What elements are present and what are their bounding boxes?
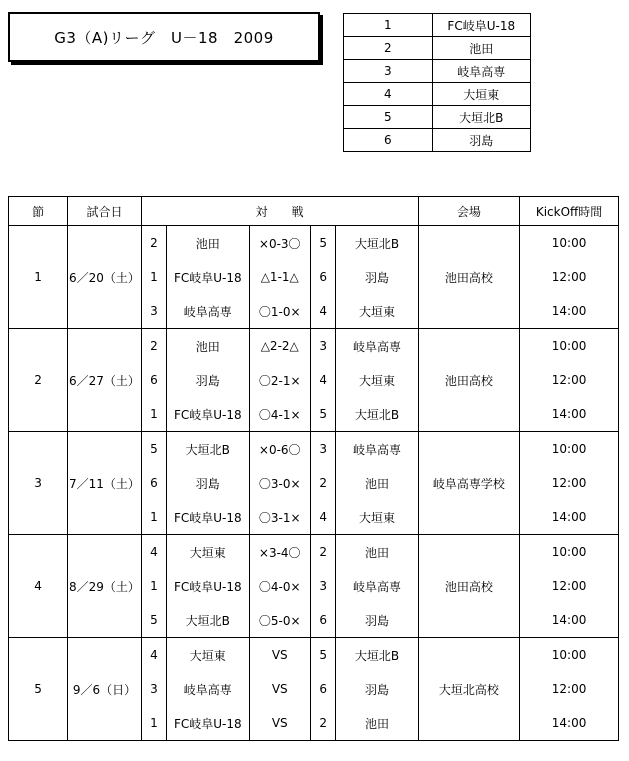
home-team-number: 3 xyxy=(141,294,166,329)
away-team-name: 池田 xyxy=(336,535,418,570)
home-team-number: 1 xyxy=(141,500,166,535)
away-team-name: 大垣東 xyxy=(336,500,418,535)
match-date: 9／6（日） xyxy=(68,638,142,741)
home-team-name: 羽島 xyxy=(167,466,249,500)
away-team-number: 4 xyxy=(310,500,335,535)
away-team-number: 5 xyxy=(310,226,335,261)
home-team-number: 1 xyxy=(141,569,166,603)
match-row xyxy=(9,226,619,261)
team-row xyxy=(344,106,531,129)
match-result: 〇1-0× xyxy=(249,294,310,329)
match-result: ×0-3〇 xyxy=(249,226,310,261)
venue-name: 岐阜高専学校 xyxy=(418,432,520,535)
away-team-name: 大垣北B xyxy=(336,226,418,261)
team-name: 羽島 xyxy=(432,129,530,152)
away-team-number: 4 xyxy=(310,294,335,329)
kickoff-time: 10:00 xyxy=(520,226,619,261)
team-row xyxy=(344,129,531,152)
kickoff-time: 14:00 xyxy=(520,397,619,432)
away-team-name: 大垣北B xyxy=(336,397,418,432)
team-name: FC岐阜U-18 xyxy=(432,14,530,37)
home-team-number: 5 xyxy=(141,432,166,467)
home-team-name: FC岐阜U-18 xyxy=(167,569,249,603)
match-result: 〇3-1× xyxy=(249,500,310,535)
venue-name: 池田高校 xyxy=(418,329,520,432)
header-section: 節 xyxy=(9,197,68,226)
home-team-name: FC岐阜U-18 xyxy=(167,706,249,741)
away-team-number: 3 xyxy=(310,569,335,603)
schedule-table xyxy=(8,196,619,741)
home-team-number: 6 xyxy=(141,466,166,500)
away-team-number: 6 xyxy=(310,260,335,294)
match-row xyxy=(9,432,619,467)
away-team-name: 羽島 xyxy=(336,260,418,294)
header-kickoff: KickOff時間 xyxy=(520,197,619,226)
match-result: △1-1△ xyxy=(249,260,310,294)
team-list xyxy=(343,13,531,152)
kickoff-time: 10:00 xyxy=(520,638,619,673)
away-team-number: 3 xyxy=(310,432,335,467)
home-team-number: 5 xyxy=(141,603,166,638)
away-team-number: 2 xyxy=(310,535,335,570)
match-result: 〇5-0× xyxy=(249,603,310,638)
home-team-name: 羽島 xyxy=(167,363,249,397)
venue-name: 大垣北高校 xyxy=(418,638,520,741)
round-number: 2 xyxy=(9,329,68,432)
kickoff-time: 12:00 xyxy=(520,466,619,500)
match-result: 〇3-0× xyxy=(249,466,310,500)
kickoff-time: 14:00 xyxy=(520,706,619,741)
away-team-name: 岐阜高専 xyxy=(336,569,418,603)
match-result: △2-2△ xyxy=(249,329,310,364)
kickoff-time: 10:00 xyxy=(520,535,619,570)
home-team-number: 1 xyxy=(141,260,166,294)
home-team-name: 大垣北B xyxy=(167,432,249,467)
round-number: 3 xyxy=(9,432,68,535)
schedule-header-row xyxy=(9,197,619,226)
match-date: 7／11（土） xyxy=(68,432,142,535)
away-team-name: 大垣東 xyxy=(336,294,418,329)
kickoff-time: 14:00 xyxy=(520,500,619,535)
home-team-name: 池田 xyxy=(167,226,249,261)
away-team-name: 大垣東 xyxy=(336,363,418,397)
kickoff-time: 12:00 xyxy=(520,260,619,294)
match-row xyxy=(9,329,619,364)
match-date: 8／29（土） xyxy=(68,535,142,638)
header-venue: 会場 xyxy=(418,197,520,226)
team-number: 5 xyxy=(344,106,433,129)
away-team-name: 池田 xyxy=(336,706,418,741)
away-team-name: 岐阜高専 xyxy=(336,432,418,467)
away-team-name: 岐阜高専 xyxy=(336,329,418,364)
kickoff-time: 10:00 xyxy=(520,329,619,364)
home-team-name: 大垣東 xyxy=(167,535,249,570)
away-team-name: 羽島 xyxy=(336,672,418,706)
header-match: 対 戦 xyxy=(141,197,418,226)
home-team-name: 池田 xyxy=(167,329,249,364)
match-result: 〇2-1× xyxy=(249,363,310,397)
match-row xyxy=(9,535,619,570)
match-row xyxy=(9,638,619,673)
team-row xyxy=(344,60,531,83)
match-date: 6／20（土） xyxy=(68,226,142,329)
round-number: 1 xyxy=(9,226,68,329)
team-number: 2 xyxy=(344,37,433,60)
round-number: 4 xyxy=(9,535,68,638)
team-row xyxy=(344,37,531,60)
home-team-name: FC岐阜U-18 xyxy=(167,500,249,535)
team-number: 1 xyxy=(344,14,433,37)
away-team-number: 6 xyxy=(310,672,335,706)
home-team-number: 4 xyxy=(141,535,166,570)
team-name: 岐阜高専 xyxy=(432,60,530,83)
team-row xyxy=(344,14,531,37)
home-team-number: 1 xyxy=(141,397,166,432)
match-result: ×3-4〇 xyxy=(249,535,310,570)
home-team-number: 2 xyxy=(141,226,166,261)
team-number: 6 xyxy=(344,129,433,152)
away-team-number: 3 xyxy=(310,329,335,364)
match-date: 6／27（土） xyxy=(68,329,142,432)
match-result: VS xyxy=(249,706,310,741)
team-row xyxy=(344,83,531,106)
away-team-number: 4 xyxy=(310,363,335,397)
league-title: G3（A)リーグ U－18 2009 xyxy=(8,12,320,62)
home-team-number: 2 xyxy=(141,329,166,364)
round-number: 5 xyxy=(9,638,68,741)
home-team-name: 大垣北B xyxy=(167,603,249,638)
home-team-number: 4 xyxy=(141,638,166,673)
venue-name: 池田高校 xyxy=(418,226,520,329)
away-team-number: 5 xyxy=(310,397,335,432)
match-result: 〇4-1× xyxy=(249,397,310,432)
home-team-name: 大垣東 xyxy=(167,638,249,673)
team-name: 大垣東 xyxy=(432,83,530,106)
match-result: 〇4-0× xyxy=(249,569,310,603)
kickoff-time: 14:00 xyxy=(520,603,619,638)
away-team-name: 池田 xyxy=(336,466,418,500)
away-team-name: 羽島 xyxy=(336,603,418,638)
home-team-number: 3 xyxy=(141,672,166,706)
kickoff-time: 12:00 xyxy=(520,363,619,397)
venue-name: 池田高校 xyxy=(418,535,520,638)
match-result: VS xyxy=(249,672,310,706)
team-name: 大垣北B xyxy=(432,106,530,129)
away-team-name: 大垣北B xyxy=(336,638,418,673)
kickoff-time: 12:00 xyxy=(520,672,619,706)
home-team-name: 岐阜高専 xyxy=(167,672,249,706)
kickoff-time: 12:00 xyxy=(520,569,619,603)
home-team-number: 1 xyxy=(141,706,166,741)
kickoff-time: 10:00 xyxy=(520,432,619,467)
team-number: 4 xyxy=(344,83,433,106)
home-team-name: FC岐阜U-18 xyxy=(167,397,249,432)
away-team-number: 2 xyxy=(310,706,335,741)
away-team-number: 2 xyxy=(310,466,335,500)
home-team-name: FC岐阜U-18 xyxy=(167,260,249,294)
match-result: VS xyxy=(249,638,310,673)
team-name: 池田 xyxy=(432,37,530,60)
kickoff-time: 14:00 xyxy=(520,294,619,329)
home-team-number: 6 xyxy=(141,363,166,397)
team-number: 3 xyxy=(344,60,433,83)
away-team-number: 6 xyxy=(310,603,335,638)
match-result: ×0-6〇 xyxy=(249,432,310,467)
away-team-number: 5 xyxy=(310,638,335,673)
home-team-name: 岐阜高専 xyxy=(167,294,249,329)
header-date: 試合日 xyxy=(68,197,142,226)
